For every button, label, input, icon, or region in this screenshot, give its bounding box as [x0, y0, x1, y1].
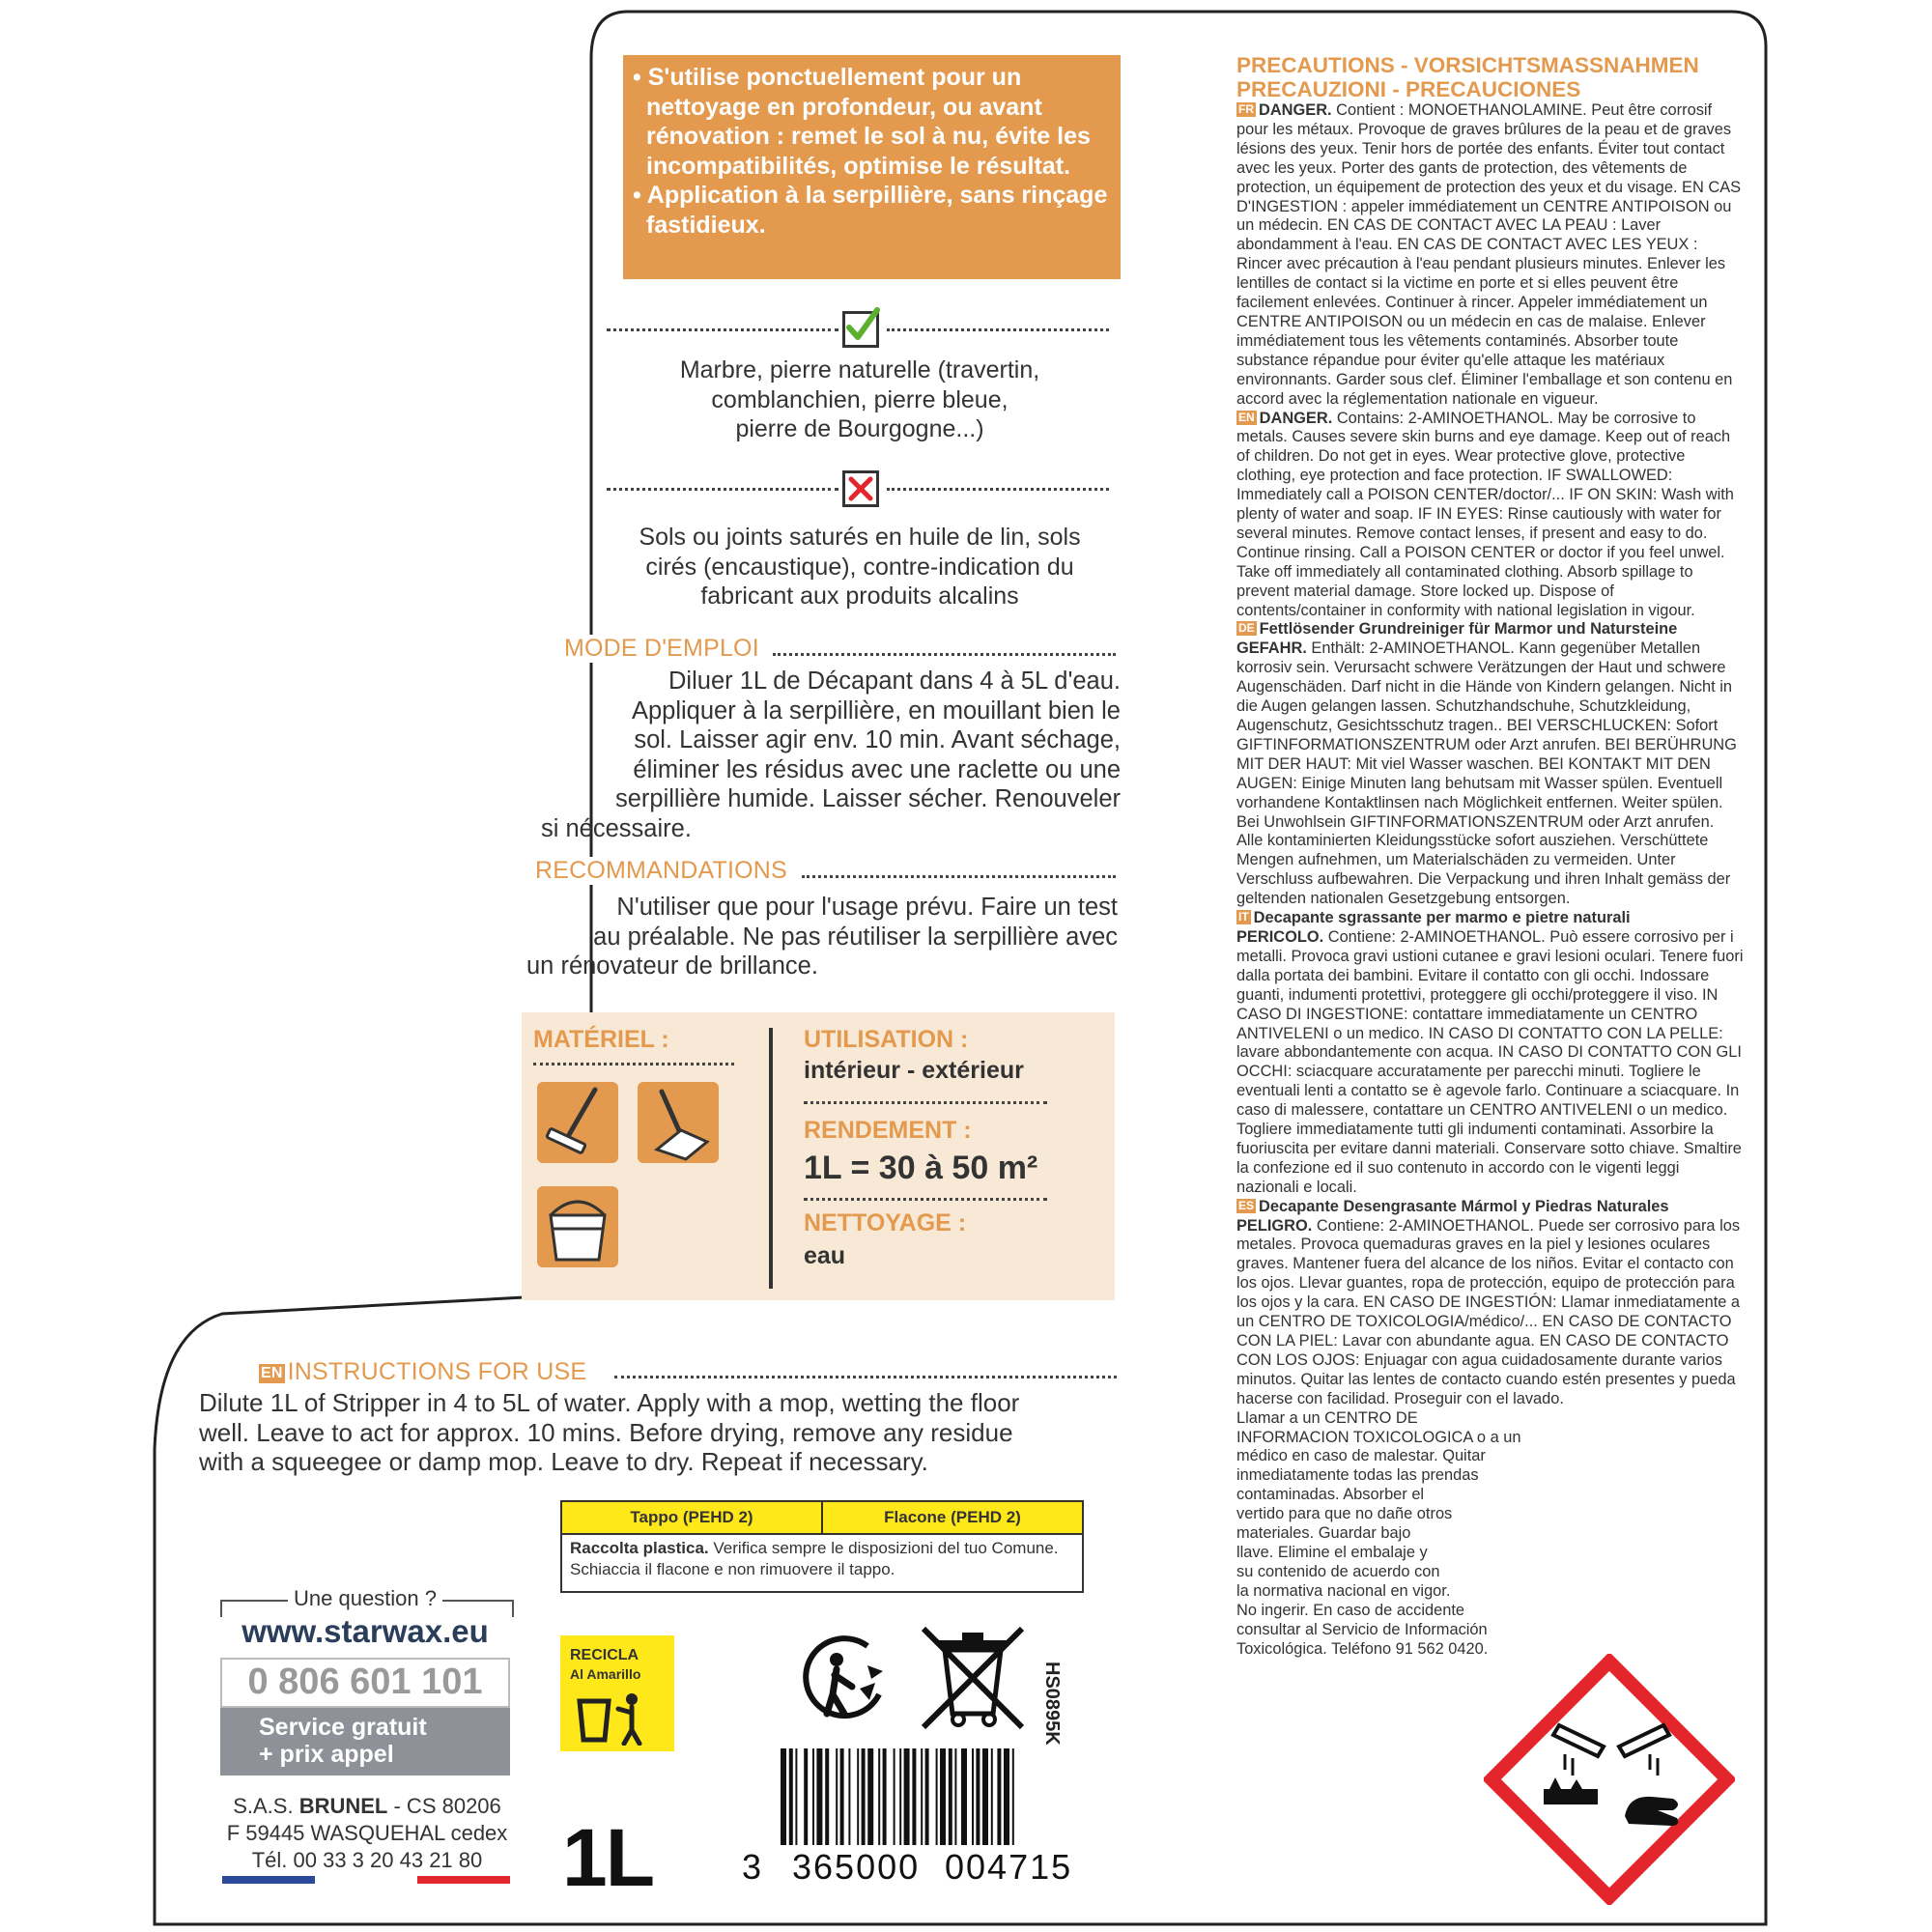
- panel-divider: [769, 1028, 773, 1289]
- yellow-bin-icon: [576, 1691, 659, 1746]
- recycling-col-bottle: Flacone (PEHD 2): [884, 1508, 1021, 1526]
- barcode-bar: [936, 1748, 938, 1845]
- triman-icon: [800, 1633, 893, 1725]
- contact-question: Une question ?: [288, 1586, 442, 1610]
- lang-badge-en: EN: [261, 1365, 283, 1381]
- recommandations-text: N'utiliser que pour l'usage prévu. Faire un test au préalable. Ne pas réutiliser la serpillière avec un rénovateur de brillance.: [526, 894, 1118, 980]
- dotted-divider: [804, 1198, 1047, 1201]
- mop-icon: [638, 1082, 719, 1163]
- barcode: [779, 1748, 1103, 1857]
- barcode-bar: [954, 1748, 956, 1845]
- barcode-bar: [804, 1748, 808, 1845]
- volume-label: 1L: [562, 1812, 654, 1903]
- barcode-bar: [1004, 1748, 1009, 1845]
- benefit-item: • S'utilise ponctuellement pour un nettoyage en profondeur, ou avant rénovation : remet le sol à nu, évite les incompatibilités, optimise le résultat.: [633, 64, 1091, 180]
- barcode-bar: [862, 1748, 866, 1845]
- nettoyage-label: NETTOYAGE :: [804, 1209, 967, 1236]
- benefits-box: [623, 55, 1121, 279]
- barcode-bar: [1012, 1748, 1014, 1845]
- precautions-column: [1236, 53, 1744, 1659]
- barcode-first-digit: 3: [742, 1847, 762, 1887]
- dotted-divider: [607, 328, 838, 331]
- dotted-divider: [533, 1063, 734, 1065]
- instructions-en-text: Dilute 1L of Stripper in 4 to 5L of water. Apply with a mop, wetting the floor well. Leave to act for approx. 10 mins. Before drying, remove any residue with a squeegee or damp mop. Leave to dry. Repeat if necessary.: [199, 1388, 1020, 1476]
- barcode-bar: [812, 1748, 814, 1845]
- barcode-bar: [848, 1748, 850, 1845]
- barcode-bar: [867, 1748, 873, 1845]
- precautions-it: IT Decapante sgrassante per marmo e pietre naturali PERICOLO. Contiene: 2-AMINOETHANOL. Può essere corrosivo per i metalli. Provoca gravi ustioni cutanee e gravi lesioni oculari. Tenere fuori dalla portata dei bambini. Evitare il contatto con gli occhi. Indossare guanti, indumenti protettivi, proteggere gli occhi/proteggere il viso. IN CASO DI INGESTIONE: contattare immediatamente un CENTRO ANTIVELENI o un medico. IN CASO DI CONTATTO CON LA PELLE: lavare abbondantemente con acqua. IN CASO DI CONTATTO CON GLI OCCHI: sciacquare accuratamente per parecchi minuti. Togliere le eventuali lenti a contatto se è agevole farlo. Continuare a sciacquare. In caso di malessere, contattare un CENTRO ANTIVELENI o un medico. Togliere immediatamente tutti gli indumenti contaminati. Assorbire la fuoriuscita per evitare danni materiali. Conservare sotto chiave. Smaltire la confezione ed il suo contenuto in accordo con le vigenti leggi nazionali e locali.: [1236, 909, 1744, 1196]
- barcode-bar: [836, 1748, 838, 1845]
- recommandations-title: RECOMMANDATIONS: [535, 857, 793, 885]
- barcode-bar: [781, 1748, 786, 1845]
- barcode-group-2: 004715: [945, 1847, 1073, 1887]
- squeegee-icon: [537, 1082, 618, 1163]
- barcode-bar: [883, 1748, 887, 1845]
- product-code: HS0895K: [1041, 1662, 1063, 1746]
- barcode-bar: [991, 1748, 993, 1845]
- precautions-fr: FR DANGER. Contient : MONOETHANOLAMINE. Peut être corrosif pour les métaux. Provoque de graves brûlures de la peau et de graves lésions des yeux. Tenir hors de portée des enfants. Éviter tout contact avec les yeux. Porter des gants de protection, des vêtements de protection, un équipement de protection des yeux et du visage. EN CAS D'INGESTION : appeler immédiatement un CENTRE ANTIPOISON ou un médecin. EN CAS DE CONTACT AVEC LA PEAU : Laver abondamment à l'eau. EN CAS DE CONTACT AVEC LES YEUX : Rincer avec précaution à l'eau pendant plusieurs minutes. Enlever les lentilles de contact si la victime en porte et si elles peuvent être facilement enlevées. Continuer à rincer. Appeler immédiatement un CENTRE ANTIPOISON ou un médecin en cas de malaise. Enlever immédiatement tous les vêtements contaminés. Absorber toute substance répandue pour éviter qu'elle attaque les matériaux environnants. Garder sous clef. Éliminer l'emballage et son contenu en accord avec la réglementation nationale en vigueur.: [1236, 101, 1742, 408]
- unsuitable-surfaces: Sols ou joints saturés en huile de lin, sols cirés (encaustique), contre-indication du fabricant aux produits alcalins: [639, 524, 1081, 610]
- mode-emploi-title: MODE D'EMPLOI: [564, 635, 765, 663]
- suitable-surfaces: Marbre, pierre naturelle (travertin, comblanchien, pierre bleue, pierre de Bourgogne...): [679, 356, 1040, 442]
- corrosive-pictogram-icon: [1484, 1654, 1735, 1905]
- check-icon: [842, 311, 879, 348]
- barcode-bar: [921, 1748, 923, 1845]
- precautions-es-tail: Llamar a un CENTRO DE INFORMACION TOXICOLOGICA o a un médico en caso de malestar. Quitar inmediatamente todas las prendas contaminadas. Absorber el vertido para que no dañe otros materiales. Guardar bajo llave. Elimine el embalaje y su contenido de acuerdo con la normativa nacional en vigor. No ingerir. En caso de accidente consultar al Servicio de Información Toxicológica. Teléfono 91 562 0420.: [1236, 1408, 1521, 1658]
- bucket-icon: [537, 1186, 618, 1267]
- barcode-bar: [972, 1748, 974, 1845]
- utilisation-label: UTILISATION :: [804, 1026, 969, 1053]
- website-link[interactable]: www.starwax.eu: [242, 1613, 489, 1649]
- flag-red: [417, 1876, 510, 1884]
- nettoyage-value: eau: [804, 1242, 846, 1269]
- dotted-divider: [607, 488, 838, 491]
- barcode-group-1: 365000: [792, 1847, 921, 1887]
- benefit-item: • Application à la serpillière, sans rinçage fastidieux.: [633, 182, 1108, 239]
- dotted-divider: [773, 653, 1116, 656]
- rendement-label: RENDEMENT :: [804, 1117, 972, 1144]
- recicla-badge: RECICLA Al Amarillo: [560, 1635, 674, 1751]
- barcode-bar: [961, 1748, 967, 1845]
- instructions-en-title: EN INSTRUCTIONS FOR USE: [259, 1358, 592, 1386]
- recycling-table: [560, 1500, 1084, 1593]
- barcode-bar: [982, 1748, 988, 1845]
- utilisation-value: intérieur - extérieur: [804, 1057, 1024, 1084]
- barcode-bar: [789, 1748, 793, 1845]
- barcode-bar: [894, 1748, 895, 1845]
- barcode-bar: [825, 1748, 829, 1845]
- dotted-divider: [887, 488, 1109, 491]
- recycling-note: Raccolta plastica. Verifica sempre le disposizioni del tuo Comune. Schiaccia il flacone e non rimuovere il tappo.: [570, 1539, 1059, 1578]
- crossed-bin-icon: [916, 1621, 1030, 1735]
- barcode-bar: [976, 1748, 980, 1845]
- barcode-bar: [912, 1748, 916, 1845]
- precautions-title-1: PRECAUTIONS - VORSICHTSMASSNAHMEN: [1236, 53, 1699, 77]
- barcode-bar: [816, 1748, 822, 1845]
- materiel-label: MATÉRIEL :: [533, 1026, 669, 1053]
- precautions-en: EN DANGER. Contains: 2-AMINOETHANOL. May be corrosive to metals. Causes severe skin burns and eye damage. Keep out of reach of children. Do not get in eyes. Wear protective glove, protective clothing, eye protection and face protection. IF SWALLOWED: Immediately call a POISON CENTER/doctor/... IF ON SKIN: Wash with plenty of water and soap. IF IN EYES: Rinse cautiously with water for several minutes. Remove contact lenses, if present and easy to do. Continue rinsing. Call a POISON CENTER or doctor if you feel unwel. Take off immediately all contaminated clothing. Absorb spillage to prevent material damage. Store locked up. Dispose of contents/container in conformity with national legislation in vigour.: [1236, 409, 1734, 619]
- barcode-bar: [795, 1748, 797, 1845]
- barcode-bar: [904, 1748, 910, 1845]
- recycling-col-cap: Tappo (PEHD 2): [562, 1502, 823, 1533]
- precautions-de: DE Fettlösender Grundreiniger für Marmor und Natursteine GEFAHR. Enthält: 2-AMINOETHANOL. Kann gegenüber Metallen korrosiv sein. Verursacht schwere Verätzungen der Haut und schwere Augenschäden. Darf nicht in die Hände von Kindern gelangen. Nicht in die Augen gelangen lassen. Schutzhandschuhe, Schutzkleidung, Augenschutz, Gesichtsschutz tragen.. BEI VERSCHLUCKEN: Sofort GIFTINFORMATIONSZENTRUM oder Arzt anrufen. BEI BERÜHRUNG MIT DER HAUT: Mit viel Wasser waschen. BEI KONTAKT MIT DEN AUGEN: Einige Minuten lang behutsam mit Wasser spülen. Eventuell vorhandene Kontaktlinsen nach Möglichkeit entfernen. Weiter spülen. Bei Unwohlsein GIFTINFORMATIONSZENTRUM oder Arzt anrufen. Alle kontaminierten Kleidungsstücke sofort ausziehen. Verschüttete Mengen aufnehmen, um Materialschäden zu vermeiden. Unter Verschluss aufbewahren. Die Verpackung und ihren Inhalt gemäss der geltenden nationalen Gesetzgebung entsorgen.: [1236, 620, 1737, 908]
- dotted-divider: [887, 328, 1109, 331]
- barcode-bar: [949, 1748, 952, 1845]
- rendement-value: 1L = 30 à 50 m²: [804, 1150, 1038, 1186]
- dotted-divider: [804, 1101, 1047, 1104]
- barcode-bar: [997, 1748, 1001, 1845]
- dotted-divider: [802, 875, 1116, 878]
- dotted-divider: [614, 1376, 1117, 1378]
- barcode-bar: [899, 1748, 901, 1845]
- barcode-bar: [878, 1748, 880, 1845]
- precautions-es: ES Decapante Desengrasante Mármol y Piedras Naturales PELIGRO. Contiene: 2-AMINOETHANOL. Puede ser corrosivo para los metales. Provoca quemaduras graves en la piel y lesiones oculares graves. Mantener fuera del alcance de los niños. Evitar el contacto con los ojos. Llevar guantes, ropa de protección, equipo de protección para los ojos y la cara. EN CASO DE INGESTIÓN: Llamar inmediatamente a un CENTRO DE TOXICOLOGIA/médico/... EN CASO DE CONTACTO CON LA PIEL: Lavar con abundante agua. EN CASO DE CONTACTO CON LOS OJOS: Enjuagar con agua cuidadosamente durante varios minutos. Quitar las lentes de contacto cuando estén presentes y pueda hacerse con facilidad. Proseguir con el lavado.: [1236, 1197, 1741, 1407]
- barcode-bar: [925, 1748, 929, 1845]
- company-address: S.A.S. BRUNEL - CS 80206 F 59445 WASQUEHAL cedex Tél. 00 33 3 20 43 21 80: [226, 1794, 508, 1872]
- precautions-title-2: PRECAUZIONI - PRECAUCIONES: [1236, 77, 1581, 101]
- service-badge: Service gratuit + prix appel: [220, 1708, 510, 1776]
- mode-emploi-text: Diluer 1L de Décapant dans 4 à 5L d'eau. Appliquer à la serpillière, en mouillant bien le sol. Laisser agir env. 10 min. Avant séchage, éliminer les résidus avec une raclette ou une serpillière humide. Laisser sécher. Renouveler si nécessaire.: [541, 668, 1121, 842]
- barcode-bar: [940, 1748, 946, 1845]
- barcode-bar: [857, 1748, 859, 1845]
- cross-icon: [842, 470, 879, 507]
- phone-number[interactable]: 0 806 601 101: [247, 1662, 483, 1702]
- barcode-bar: [840, 1748, 844, 1845]
- flag-blue: [222, 1876, 315, 1884]
- info-panel: [522, 1012, 1115, 1300]
